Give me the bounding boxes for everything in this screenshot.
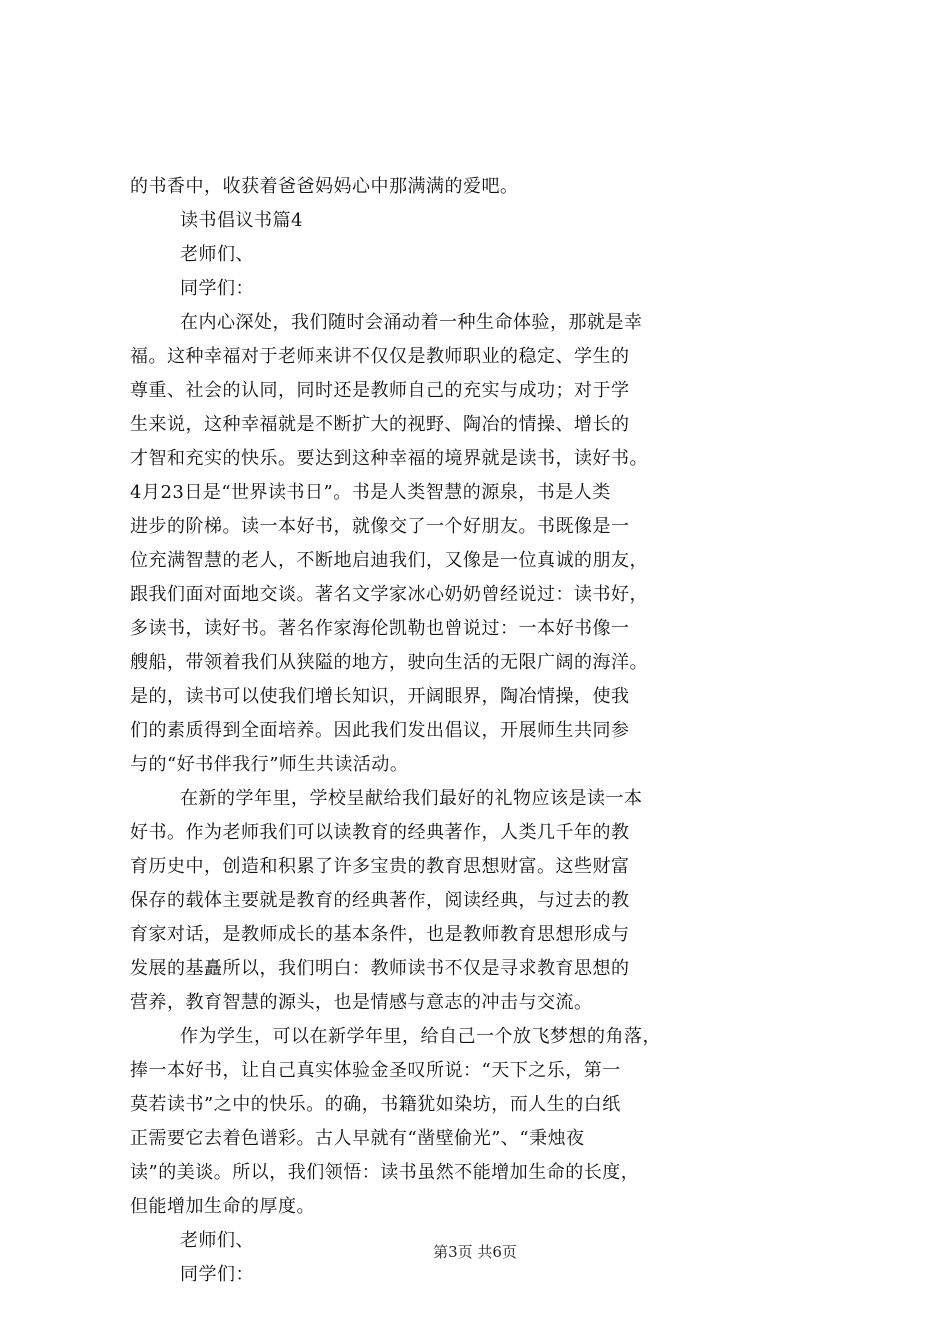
document-body — [130, 170, 830, 1292]
text-line: 与的“好书伴我行”师生共读活动。 — [130, 754, 409, 775]
text-line: 艘船，带领着我们从狭隘的地方，驶向生活的无限广阔的海洋。 — [130, 652, 648, 673]
text-line: 正需要它去着色谱彩。古人早就有“凿壁偷光”、“秉烛夜 — [130, 1128, 585, 1149]
text-line: 但能增加生命的厚度。 — [130, 1196, 315, 1217]
text-line: 的书香中，收获着爸爸妈妈心中那满满的爱吧。 — [130, 176, 519, 197]
page-footer: 第3页 共6页 — [433, 1243, 517, 1261]
text-line: 好书。作为老师我们可以读教育的经典著作，人类几千年的教 — [130, 822, 630, 843]
text-line: 保存的载体主要就是教育的经典著作，阅读经典，与过去的教 — [130, 890, 630, 911]
text-line: 们的素质得到全面培养。因此我们发出倡议，开展师生共同参 — [130, 720, 630, 741]
text-line: 读”的美谈。所以，我们领悟：读书虽然不能增加生命的长度， — [130, 1162, 640, 1183]
paragraph-start-line: 在内心深处，我们随时会涌动着一种生命体验，那就是幸 — [180, 312, 643, 333]
text-line: 多读书，读好书。著名作家海伦凯勒也曾说过：一本好书像一 — [130, 618, 630, 639]
text-line: 发展的基矗所以，我们明白：教师读书不仅是寻求教育思想的 — [130, 958, 630, 979]
paragraph-start-line: 在新的学年里，学校呈献给我们最好的礼物应该是读一本 — [180, 788, 643, 809]
text-line: 跟我们面对面地交谈。著名文学家冰心奶奶曾经说过：读书好， — [130, 584, 648, 605]
salutation-line: 老师们、 — [180, 1230, 254, 1251]
salutation-line: 同学们： — [180, 278, 254, 299]
text-line: 4月23日是“世界读书日”。书是人类智慧的源泉，书是人类 — [130, 482, 611, 503]
text-line: 育家对话，是教师成长的基本条件，也是教师教育思想形成与 — [130, 924, 630, 945]
text-line: 才智和充实的快乐。要达到这种幸福的境界就是读书，读好书。 — [130, 448, 648, 469]
salutation-line: 老师们、 — [180, 244, 254, 265]
text-line: 捧一本好书，让自己真实体验金圣叹所说：“天下之乐，第一 — [130, 1060, 621, 1081]
text-line: 位充满智慧的老人，不断地启迪我们，又像是一位真诚的朋友， — [130, 550, 648, 571]
salutation-line: 同学们： — [180, 1264, 254, 1285]
paragraph-start-line: 作为学生，可以在新学年里，给自己一个放飞梦想的角落， — [180, 1026, 661, 1047]
text-line: 生来说，这种幸福就是不断扩大的视野、陶冶的情操、增长的 — [130, 414, 630, 435]
text-line: 尊重、社会的认同，同时还是教师自己的充实与成功；对于学 — [130, 380, 630, 401]
text-line: 福。这种幸福对于老师来讲不仅仅是教师职业的稳定、学生的 — [130, 346, 630, 367]
text-line: 育历史中，创造和积累了许多宝贵的教育思想财富。这些财富 — [130, 856, 630, 877]
text-line: 营养，教育智慧的源头，也是情感与意志的冲击与交流。 — [130, 992, 593, 1013]
section-heading: 读书倡议书篇4 — [180, 210, 303, 231]
text-line: 是的，读书可以使我们增长知识，开阔眼界，陶冶情操，使我 — [130, 686, 630, 707]
text-line: 进步的阶梯。读一本好书，就像交了一个好朋友。书既像是一 — [130, 516, 630, 537]
text-line: 莫若读书”之中的快乐。的确，书籍犹如染坊，而人生的白纸 — [130, 1094, 621, 1115]
